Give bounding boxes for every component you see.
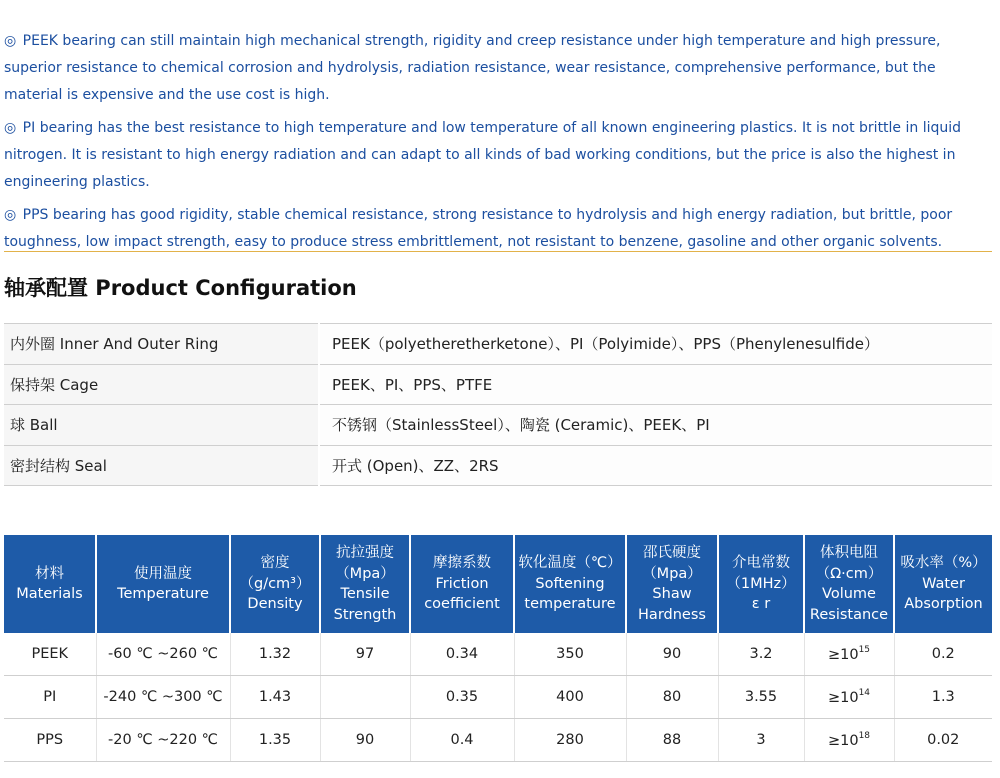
header-materials: 材料 Materials <box>4 535 96 633</box>
config-label: 内外圈 Inner And Outer Ring <box>4 324 319 365</box>
cell-temperature: -240 ℃ ~300 ℃ <box>96 676 230 719</box>
header-shaw-hardness: 邵氏硬度 （Mpa） Shaw Hardness <box>626 535 718 633</box>
intro-paragraph-peek <box>4 28 996 109</box>
cell-tensile: 97 <box>320 633 410 676</box>
cell-density: 1.35 <box>230 719 320 762</box>
config-row <box>4 324 992 365</box>
cell-tensile <box>320 676 410 719</box>
cell-absorption: 1.3 <box>894 676 992 719</box>
cell-material: PEEK <box>4 633 96 676</box>
product-configuration-table <box>4 323 992 486</box>
cell-softening: 280 <box>514 719 626 762</box>
table-row <box>4 633 992 676</box>
config-row <box>4 405 992 446</box>
circle-bullet-icon: ◎ <box>4 207 17 223</box>
cell-dielectric: 3 <box>718 719 804 762</box>
cell-hardness: 88 <box>626 719 718 762</box>
cell-resistance: $\ge 10^{18}$ <box>804 719 894 762</box>
cell-friction: 0.35 <box>410 676 514 719</box>
cell-friction: 0.34 <box>410 633 514 676</box>
config-value: PEEK（polyetheretherketone）、PI（Polyimide）、PPS（Phenylenesulfide） <box>319 324 992 365</box>
header-tensile-strength: 抗拉强度 （Mpa） Tensile Strength <box>320 535 410 633</box>
intro-peek-text: PEEK bearing can still maintain high mechanical strength, rigidity and creep resistance under high temperature and high pressure, superior resistance to chemical corrosion and hydrolysis, radiation resistance, wear resistance, comprehensive performance, but the material is expensive and the use cost is high. <box>4 33 941 103</box>
cell-dielectric: 3.55 <box>718 676 804 719</box>
cell-temperature: -20 ℃ ~220 ℃ <box>96 719 230 762</box>
header-density: 密度 （g/cm³） Density <box>230 535 320 633</box>
cell-temperature: -60 ℃ ~260 ℃ <box>96 633 230 676</box>
table-row <box>4 676 992 719</box>
cell-material: PI <box>4 676 96 719</box>
intro-pi-text: PI bearing has the best resistance to high temperature and low temperature of all known engineering plastics. It is not brittle in liquid nitrogen. It is resistant to high energy radiation and can adapt to all kinds of bad working conditions, but the price is also the highest in engineering plastics. <box>4 120 962 190</box>
section-title: 轴承配置 Product Configuration <box>4 276 357 300</box>
intro-text <box>4 28 996 262</box>
header-softening-temperature: 软化温度（℃） Softening temperature <box>514 535 626 633</box>
intro-paragraph-pi <box>4 115 996 196</box>
cell-absorption: 0.02 <box>894 719 992 762</box>
intro-paragraph-pps <box>4 202 996 256</box>
table-row <box>4 719 992 762</box>
config-row <box>4 445 992 486</box>
cell-material: PPS <box>4 719 96 762</box>
intro-pps-text: PPS bearing has good rigidity, stable chemical resistance, strong resistance to hydrolysis and high energy radiation, but brittle, poor toughness, low impact strength, easy to produce stress embrittlement, not resistant to benzene, gasoline and other organic solvents. <box>4 207 953 250</box>
config-label: 密封结构 Seal <box>4 445 319 486</box>
header-volume-resistance: 体积电阻 （Ω·cm） Volume Resistance <box>804 535 894 633</box>
header-dielectric-constant: 介电常数 （1MHz） ε r <box>718 535 804 633</box>
config-label: 保持架 Cage <box>4 364 319 405</box>
header-friction-coefficient: 摩擦系数 Friction coefficient <box>410 535 514 633</box>
cell-density: 1.43 <box>230 676 320 719</box>
config-label: 球 Ball <box>4 405 319 446</box>
properties-header-row <box>4 535 992 633</box>
cell-hardness: 80 <box>626 676 718 719</box>
cell-density: 1.32 <box>230 633 320 676</box>
config-value: PEEK、PI、PPS、PTFE <box>319 364 992 405</box>
cell-tensile: 90 <box>320 719 410 762</box>
cell-softening: 350 <box>514 633 626 676</box>
config-value: 不锈钢（StainlessSteel）、陶瓷 (Ceramic)、PEEK、PI <box>319 405 992 446</box>
cell-resistance: $\ge 10^{14}$ <box>804 676 894 719</box>
cell-friction: 0.4 <box>410 719 514 762</box>
header-temperature: 使用温度 Temperature <box>96 535 230 633</box>
cell-hardness: 90 <box>626 633 718 676</box>
header-water-absorption: 吸水率（%） Water Absorption <box>894 535 992 633</box>
circle-bullet-icon: ◎ <box>4 120 17 136</box>
cell-resistance: $\ge 10^{15}$ <box>804 633 894 676</box>
cell-softening: 400 <box>514 676 626 719</box>
config-value: 开式 (Open)、ZZ、2RS <box>319 445 992 486</box>
section-divider <box>4 251 992 252</box>
config-row <box>4 364 992 405</box>
material-properties-table <box>4 535 992 762</box>
cell-absorption: 0.2 <box>894 633 992 676</box>
cell-dielectric: 3.2 <box>718 633 804 676</box>
circle-bullet-icon: ◎ <box>4 33 17 49</box>
